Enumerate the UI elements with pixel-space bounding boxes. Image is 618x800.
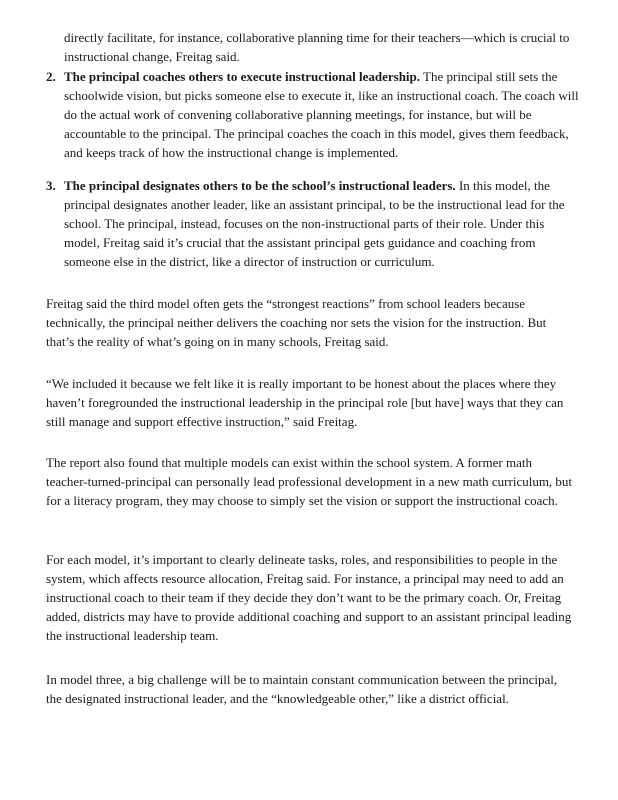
paragraph: In model three, a big challenge will be to maintain constant communication between the principal, the designated instructional leader, and the “knowledgeable other,” like a district official. bbox=[46, 672, 558, 706]
list-item-3 bbox=[46, 176, 580, 271]
list-item-lead: The principal coaches others to execute instructional leadership. bbox=[64, 69, 421, 84]
list-item-text: directly facilitate, for instance, collaborative planning time for their teachers—which is crucial to instructional change, Freitag said. bbox=[64, 30, 570, 64]
list-item-number: 2. bbox=[46, 69, 56, 84]
paragraph: For each model, it’s important to clearly delineate tasks, roles, and responsibilities to people in the system, which affects resource allocation, Freitag said. For instance, a principal may need to add an instructional coach to their team if they decide they don’t want to be the primary coach. Or, Freitag added, districts may have to provide additional coaching and support to an assistant principal leading the instructional leadership team. bbox=[46, 552, 572, 643]
list-item-lead: The principal designates others to be the school’s instructional leaders. bbox=[64, 178, 456, 193]
list-item-2 bbox=[46, 67, 580, 162]
list-item-number: 3. bbox=[46, 178, 56, 193]
list-item-body: In this model, the principal designates another leader, like an assistant principal, to be the instructional lead for the school. The principal, instead, focuses on the non-instructional parts of their role. Under this model, Freitag said it’s crucial that the assistant principal gets guidance and coaching from someone else in the district, like a director of instruction or curriculum. bbox=[64, 178, 565, 269]
paragraph: The report also found that multiple models can exist within the school system. A former math teacher-turned-principal can personally lead professional development in a new math curriculum, but for a literacy program, they may choose to simply set the vision or support the instructional coach. bbox=[46, 455, 573, 508]
quote-paragraph: “We included it because we felt like it is really important to be honest about the places where they haven’t foregrounded the instructional leadership in the principal role [but have] ways that they can still manage and support effective instruction,” said Freitag. bbox=[46, 376, 564, 429]
list-item-1-continuation bbox=[64, 28, 580, 66]
paragraph: Freitag said the third model often gets the “strongest reactions” from school leaders because technically, the principal neither delivers the coaching nor sets the vision for the instruction. But that’s the reality of what’s going on in many schools, Freitag said. bbox=[46, 296, 547, 349]
list-item-body: The principal still sets the schoolwide vision, but picks someone else to execute it, like an instructional coach. The coach will do the actual work of convening collaborative planning meetings, for instance, but will be accountable to the principal. The principal coaches the coach in this model, gives them feedback, and keeps track of how the instructional change is implemented. bbox=[64, 69, 579, 160]
